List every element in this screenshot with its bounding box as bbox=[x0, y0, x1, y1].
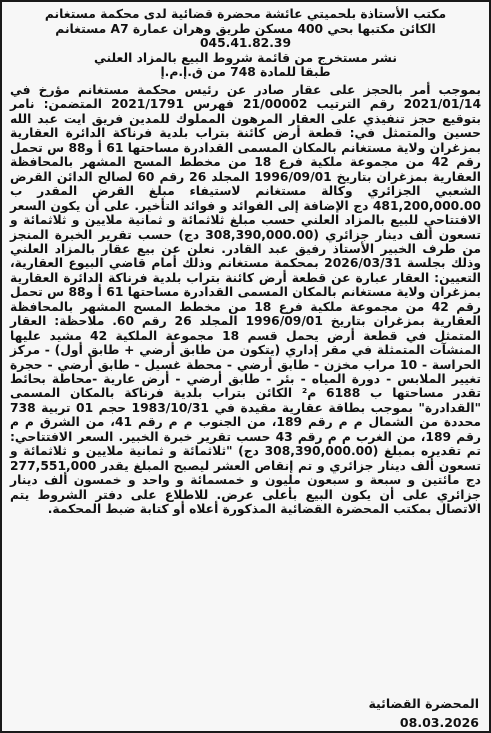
office-line: مكتب الأستاذة بلحميتي عائشة محضرة قضائية لدى محكمة مستغانم bbox=[44, 7, 447, 21]
notice-title: نشر مستخرج من قائمة شروط البيع بالمزاد العلني bbox=[94, 50, 397, 65]
legal-reference: طبقا للمادة 748 من ق.إ.م.إ bbox=[160, 65, 331, 80]
signature: المحضرة القضائية bbox=[368, 696, 479, 711]
notice-date: 08.03.2026 bbox=[399, 715, 479, 730]
address-line: الكائن مكتبها بحي 400 مسكن طريق وهران عمارة A7 مستغانم bbox=[55, 21, 436, 36]
phone-number: 045.41.82.39 bbox=[199, 36, 292, 51]
notice-header bbox=[10, 7, 481, 80]
notice-body: بموجب أمر بالحجز على عقار صادر عن رئيس محكمة مستغانم مؤرخ في 2021/01/14 رقم الترتيب 21/00002 فهرس 2021/1791 المتضمن: نامر بتوقيع حجز تنفيذي على العقار المرهون المملوك للمدين فريق ايت عبد الله حسين والمتمثل في: قطعة أرض كائنة بتراب بلدية فرناكة الدائرة العقارية بمزغران ولاية مستغانم بالمكان المسمى القدادرة مساحتها 61 أ و88 س تحمل رقم 42 من مجموعة ملكية فرع 18 من مخطط المسح المشهر بالمحافظة العقارية بمزغران بتاريخ 1996/09/01 المجلد 26 رقم 60 لصالح الدائن القرض الشعبي الجزائري وكالة مستغانم لاستيفاء مبلغ القرض المقدر ب 481,200,000.00 دج الإضافة إلى الفوائد و فوائد التأخير. على أن يكون السعر الافتتاحي للبيع بالمزاد العلني حسب مبلغ ثلاثمائة و ثمانية ملايين و ثلاثمائة و تسعون ألف دينار جزائري (308,390,000.00 دج) حسب تقرير الخبرة المنجز من طرف الخبير الأستاذ رفيق عبد القادر. نعلن عن بيع عقار بالمزاد العلني وذلك بجلسة 2026/03/31 بمحكمة مستغانم وذلك أمام قاضي البيوع العقارية، التعيين: العقار عبارة عن قطعة أرض كائنة بتراب بلدية فرناكة الدائرة العقارية بمزغران ولاية مستغانم بالمكان المسمى القدادرة مساحتها 61 أ و88 س تحمل رقم 42 من مجموعة ملكية فرع 18 من مخطط المسح المشهر بالمحافظة العقارية بمزغران بتاريخ 1996/09/01 المجلد 26 رقم 60. ملاحظة: العقار المتمثل في قطعة أرض يحمل قسم 18 مجموعة الملكية 42 مشيد عليها المنشآت المتمثلة في مقر إداري (يتكون من طابق أرضي + طابق أول) - مركز الحراسة - 10 مراب مخزن - طابق أرضي - محطة غسيل - طابق أرضي - حجرة تغيير الملابس - دورة المياه - بئر - طابق أرضي - أرض عارية -محاطة بحائط تقدر مساحتها ب 6188 م² الكائن بتراب بلدية فرناكة بالمكان المسمى "القدادرة" بموجب بطاقة عقارية مقيدة في 1983/10/31 حجم 01 تربية 738 محددة من الشمال م م رقم 189، من الجنوب م م رقم 41، من الشرق م م رقم 189، من الغرب م م رقم 43 حسب تقرير خبرة الخبير. السعر الافتتاحي: تم تقديره بمبلغ (308,390,000.00 دج) "ثلاثمائة و ثمانية ملايين و ثلاثمائة و تسعون ألف دينار جزائري و تم إنقاص العشر ليصبح المبلغ يقدر 277,551,000 دج مائتين و سبعة و سبعون مليون و خمسمائة و واحد و خمسون ألف دينار جزائري على أن يكون البيع بأعلى عرض. للاطلاع على دفتر الشروط يتم الاتصال بمكتب المحضرة القضائية المذكورة أعلاه أو كتابة ضبط المحكمة. bbox=[10, 82, 482, 517]
